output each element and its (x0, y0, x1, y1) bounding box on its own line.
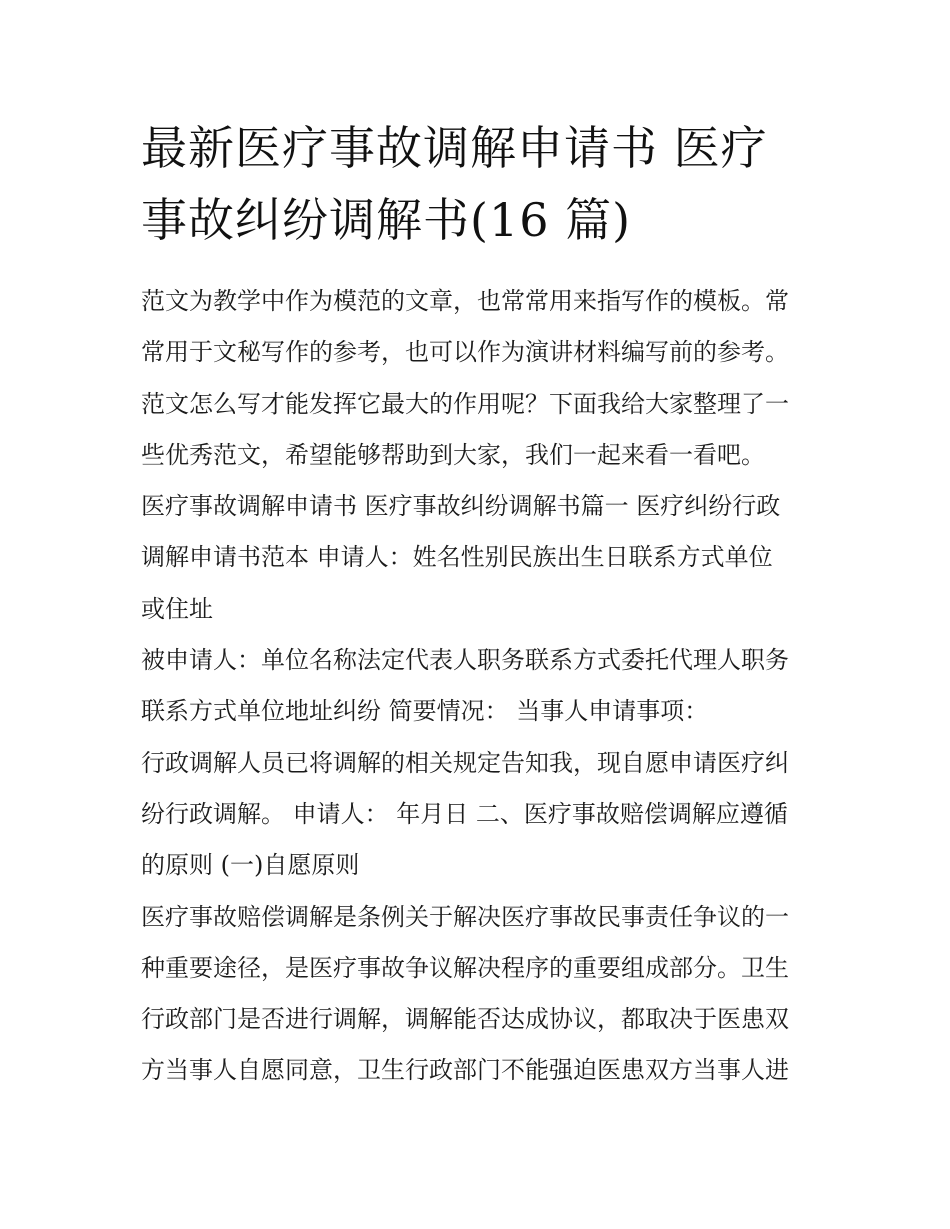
body-line: 行政调解人员已将调解的相关规定告知我，现自愿申请医疗纠 (141, 748, 789, 777)
body-line: 的原则 (一)自愿原则 (141, 851, 360, 880)
document-content (141, 112, 813, 1097)
body-line: 医疗事故调解申请书 医疗事故纠纷调解书篇一 医疗纠纷行政 (141, 492, 781, 521)
body-line: 些优秀范文，希望能够帮助到大家，我们一起来看一看吧。 (141, 440, 765, 469)
title-line-2: 事故纠纷调解书(16 篇) (141, 193, 632, 247)
body-line: 被申请人：单位名称法定代表人职务联系方式委托代理人职务 (141, 646, 789, 675)
body-line: 或住址 (141, 594, 213, 623)
body-line: 方当事人自愿同意，卫生行政部门不能强迫医患双方当事人进 (141, 1056, 789, 1085)
body-line: 医疗事故赔偿调解是条例关于解决医疗事故民事责任争议的一 (141, 902, 789, 931)
body-line: 常用于文秘写作的参考，也可以作为演讲材料编写前的参考。 (141, 338, 789, 367)
body-line: 种重要途径，是医疗事故争议解决程序的重要组成部分。卫生 (141, 953, 789, 982)
body-line: 联系方式单位地址纠纷 简要情况： 当事人申请事项： (141, 697, 709, 726)
document-body (141, 276, 813, 1097)
body-line: 范文怎么写才能发挥它最大的作用呢？下面我给大家整理了一 (141, 389, 789, 418)
body-line: 行政部门是否进行调解，调解能否达成协议，都取决于医患双 (141, 1005, 789, 1034)
document-title (141, 112, 813, 256)
body-line: 调解申请书范本 申请人：姓名性别民族出生日联系方式单位 (141, 543, 773, 572)
body-line: 纷行政调解。 申请人： 年月日 二、医疗事故赔偿调解应遵循 (141, 799, 788, 828)
body-line: 范文为教学中作为模范的文章，也常常用来指写作的模板。常 (141, 287, 789, 315)
title-line-1: 最新医疗事故调解申请书 医疗 (141, 121, 768, 175)
